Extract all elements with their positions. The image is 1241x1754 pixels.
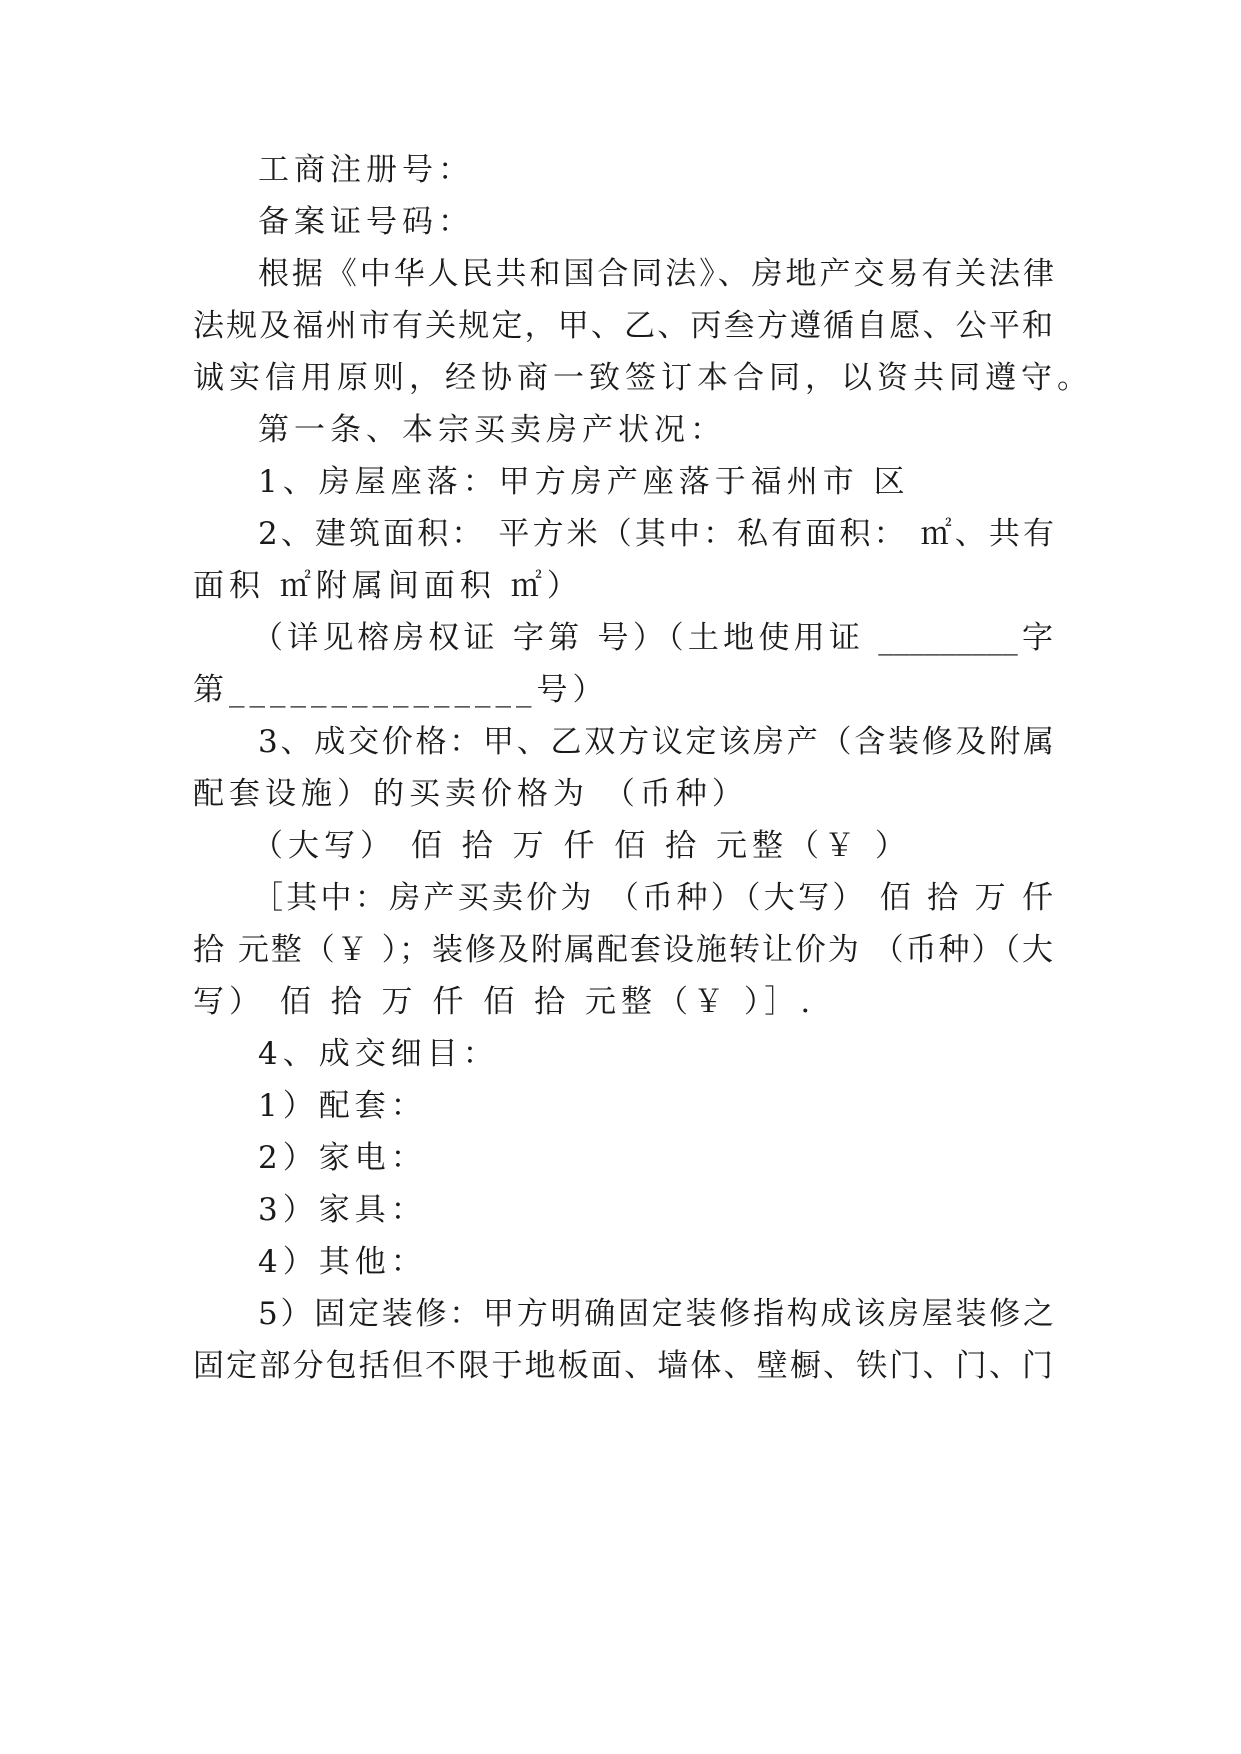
price-breakdown-line-3: 写） 佰 拾 万 仟 佰 拾 元整（￥ ）］. — [193, 984, 816, 1020]
preamble-line-2: 法规及福州市有关规定，甲、乙、丙叁方遵循自愿、公平和 — [193, 308, 1053, 344]
area-line-2: 面积 ㎡附属间面积 ㎡） — [193, 568, 583, 604]
price-amount-line: （大写） 佰 拾 万 仟 佰 拾 元整（￥ ） — [252, 828, 911, 864]
item-appliances: 2）家电： — [258, 1140, 427, 1176]
item-other: 4）其他： — [258, 1244, 427, 1280]
price-breakdown-line-1: ［其中：房产买卖价为 （币种）（大写） 佰 拾 万 仟 — [252, 880, 1053, 916]
area-line-1: 2、建筑面积： 平方米（其中：私有面积： ㎡、共有 — [258, 516, 1054, 552]
item-fixed-decoration-line-1: 5）固定装修：甲方明确固定装修指构成该房屋装修之 — [258, 1296, 1054, 1332]
certificate-line-2: 第_______________号） — [193, 672, 609, 708]
price-breakdown-line-2: 拾 元整（￥ ）；装修及附属配套设施转让价为 （币种）（大 — [193, 932, 1053, 968]
price-line-1: 3、成交价格：甲、乙双方议定该房产（含装修及附属 — [258, 724, 1054, 760]
article-1-heading: 第一条、本宗买卖房产状况： — [258, 412, 726, 448]
registration-number-line: 工商注册号： — [258, 152, 474, 188]
certificate-line-1: （详见榕房权证 字第 号）（土地使用证 _________字 — [252, 620, 1053, 656]
preamble-line-1: 根据《中华人民共和国合同法》、房地产交易有关法律 — [258, 256, 1054, 292]
item-facilities: 1）配套： — [258, 1088, 427, 1124]
preamble-line-3: 诚实信用原则，经协商一致签订本合同，以资共同遵守。 — [193, 360, 1093, 396]
item-furniture: 3）家具： — [258, 1192, 427, 1228]
item-fixed-decoration-line-2: 固定部分包括但不限于地板面、墙体、壁橱、铁门、门、门 — [193, 1348, 1053, 1384]
filing-certificate-line: 备案证号码： — [258, 204, 474, 240]
transaction-details-heading: 4、成交细目： — [258, 1036, 499, 1072]
price-line-2: 配套设施）的买卖价格为 （币种） — [193, 776, 748, 812]
location-line: 1、房屋座落：甲方房产座落于福州市 区 — [258, 464, 910, 500]
